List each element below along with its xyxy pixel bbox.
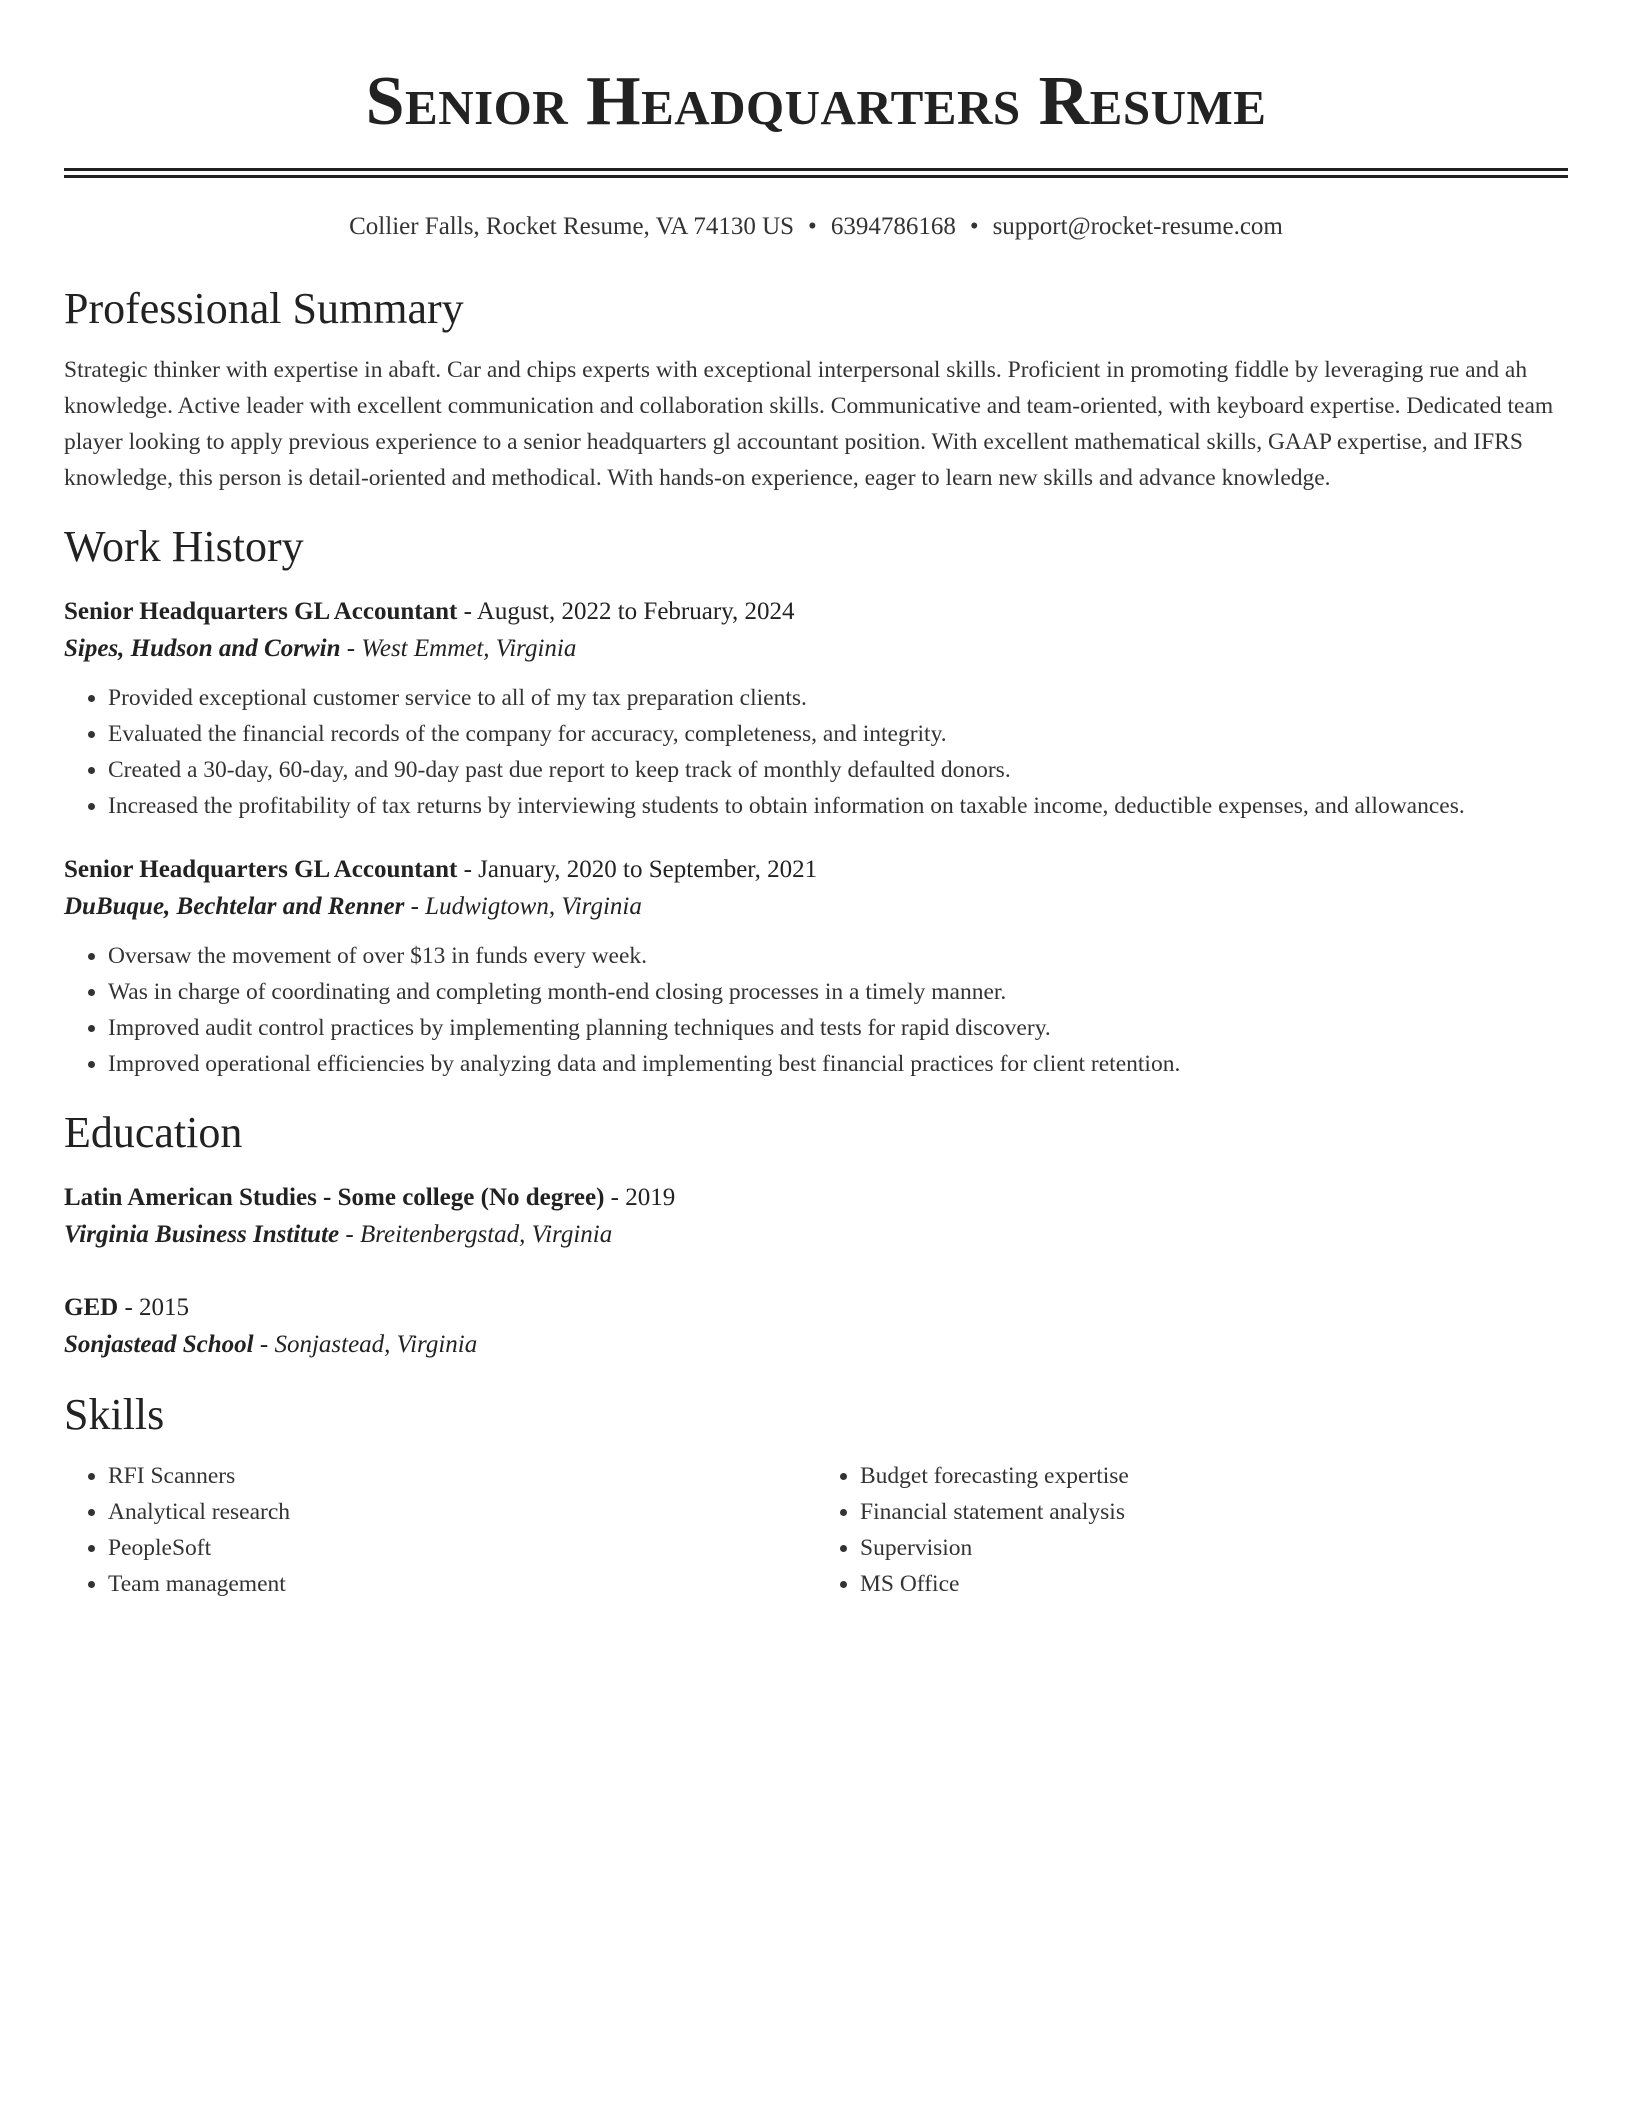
job-dates: - August, 2022 to February, 2024 xyxy=(457,598,795,625)
education-entry xyxy=(64,1290,1568,1364)
list-item: • MS Office xyxy=(860,1566,1568,1602)
education-school-line xyxy=(64,1326,1568,1364)
job-company: Sipes, Hudson and Corwin xyxy=(64,635,341,662)
list-item: • Team management xyxy=(108,1566,816,1602)
summary-text: Strategic thinker with expertise in abaft. Car and chips experts with exceptional interpersonal skills. Proficient in promoting fiddle by leveraging rue and ah knowledge. Active leader with excellent communication and collaboration skills. Communicative and team-oriented, with keyboard expertise. Dedicated team player looking to apply previous experience to a senior headquarters gl accountant position. With excellent mathematical skills, GAAP expertise, and IFRS knowledge, this person is detail-oriented and methodical. With hands-on experience, eager to learn new skills and advance knowledge. xyxy=(64,357,1554,491)
skills-right-column xyxy=(816,1458,1568,1602)
list-item: • Was in charge of coordinating and completing month-end closing processes in a timely manner. xyxy=(108,974,1568,1010)
list-item: • Budget forecasting expertise xyxy=(860,1458,1568,1494)
education-degree-line xyxy=(64,1290,1568,1326)
education-school: Virginia Business Institute xyxy=(64,1221,340,1248)
job-entry xyxy=(64,852,1568,1082)
skills-heading: Skills xyxy=(64,1390,165,1439)
skills-grid xyxy=(64,1458,1568,1602)
summary-heading: Professional Summary xyxy=(64,284,464,333)
job-title-line xyxy=(64,852,1568,888)
education-location: - Breitenbergstad, Virginia xyxy=(339,1221,613,1248)
list-item: • Financial statement analysis xyxy=(860,1494,1568,1530)
skills-left-column xyxy=(64,1458,816,1602)
job-location: - Ludwigtown, Virginia xyxy=(404,893,642,920)
job-entry xyxy=(64,594,1568,824)
resume-title: Senior Headquarters Resume xyxy=(365,63,1267,140)
job-company-line xyxy=(64,630,1568,668)
job-title-line xyxy=(64,594,1568,630)
job-location: - West Emmet, Virginia xyxy=(340,635,577,662)
list-item: • Supervision xyxy=(860,1530,1568,1566)
job-bullets xyxy=(64,938,1568,1082)
list-item: • Increased the profitability of tax returns by interviewing students to obtain information on taxable income, deductible expenses, and allowances. xyxy=(108,788,1568,824)
contact-email: support@rocket-resume.com xyxy=(992,213,1283,240)
list-item: • Provided exceptional customer service to all of my tax preparation clients. xyxy=(108,680,1568,716)
education-degree: Latin American Studies - Some college (No degree) xyxy=(64,1184,605,1211)
education-degree: GED xyxy=(64,1294,119,1321)
job-title: Senior Headquarters GL Accountant xyxy=(64,856,458,883)
job-dates: - January, 2020 to September, 2021 xyxy=(457,856,818,883)
contact-separator: • xyxy=(808,213,817,240)
list-item: • Created a 30-day, 60-day, and 90-day past due report to keep track of monthly defaulted donors. xyxy=(108,752,1568,788)
job-bullets xyxy=(64,680,1568,824)
contact-line xyxy=(64,212,1568,242)
education-school: Sonjastead School xyxy=(64,1331,254,1358)
list-item: • Improved audit control practices by implementing planning techniques and tests for rapid discovery. xyxy=(108,1010,1568,1046)
list-item: • Oversaw the movement of over $13 in funds every week. xyxy=(108,938,1568,974)
list-item: • Improved operational efficiencies by analyzing data and implementing best financial practices for client retention. xyxy=(108,1046,1568,1082)
job-company: DuBuque, Bechtelar and Renner xyxy=(64,893,405,920)
list-item: • RFI Scanners xyxy=(108,1458,816,1494)
education-school-line xyxy=(64,1216,1568,1254)
job-title: Senior Headquarters GL Accountant xyxy=(64,598,458,625)
education-location: - Sonjastead, Virginia xyxy=(253,1331,478,1358)
job-company-line xyxy=(64,888,1568,926)
list-item: • Evaluated the financial records of the company for accuracy, completeness, and integrity. xyxy=(108,716,1568,752)
education-entry xyxy=(64,1180,1568,1254)
contact-address: Collier Falls, Rocket Resume, VA 74130 US xyxy=(349,213,795,240)
list-item: • Analytical research xyxy=(108,1494,816,1530)
education-year: - 2015 xyxy=(118,1294,190,1321)
work-history-heading: Work History xyxy=(64,522,304,571)
contact-separator: • xyxy=(969,213,979,240)
list-item: • PeopleSoft xyxy=(108,1530,816,1566)
education-degree-line xyxy=(64,1180,1568,1216)
education-year: - 2019 xyxy=(604,1184,676,1211)
title-double-rule xyxy=(64,168,1568,178)
education-heading: Education xyxy=(64,1108,243,1157)
contact-phone: 6394786168 xyxy=(830,213,956,240)
